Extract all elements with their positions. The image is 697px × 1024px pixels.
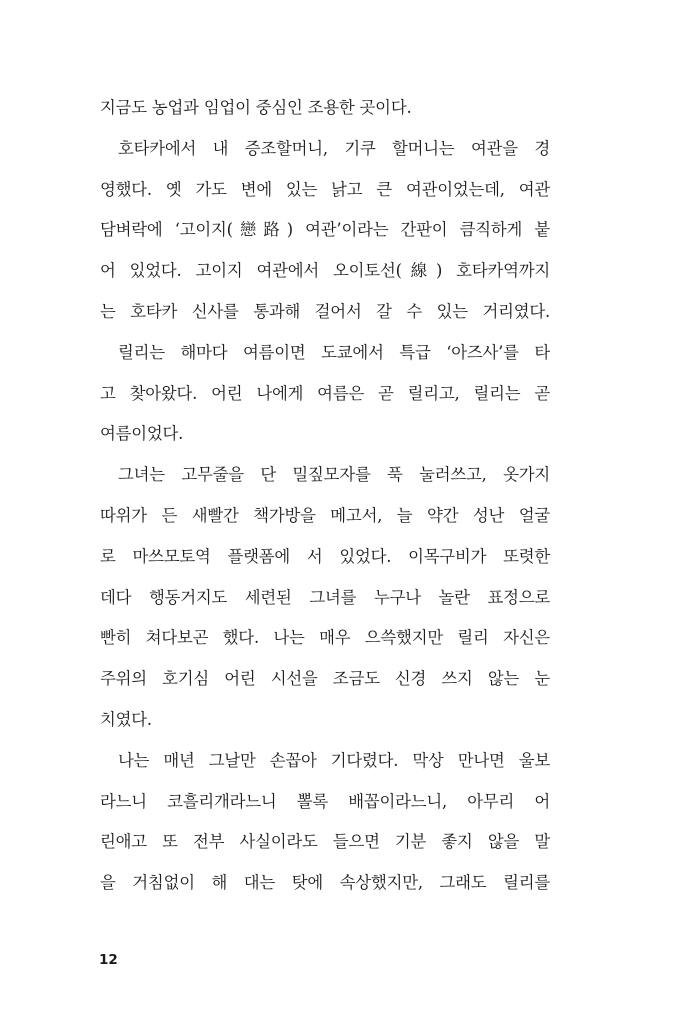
text-line-8: 고 찾아왔다. 어린 나에게 여름은 곧 릴리고, 릴리는 곧 <box>100 383 550 403</box>
text-line-14: 빤히 쳐다보곤 했다. 나는 매우 으쓱했지만 릴리 자신은 <box>100 628 550 648</box>
text-line-7: 릴리는 해마다 여름이면 도쿄에서 특급 ‘아즈사’를 타 <box>118 342 550 362</box>
text-line-20: 을 거침없이 해 대는 탓에 속상했지만, 그래도 릴리를 <box>100 873 550 893</box>
text-line-4: 담벼락에 ‘고이지(戀路) 여관’이라는 간판이 큼직하게 붙 <box>100 220 550 240</box>
text-line-3: 영했다. 옛 가도 변에 있는 낡고 큰 여관이었는데, 여관 <box>100 179 550 199</box>
text-line-11: 따위가 든 새빨간 책가방을 메고서, 늘 약간 성난 얼굴 <box>100 505 550 525</box>
text-line-2: 호타카에서 내 증조할머니, 기쿠 할머니는 여관을 경 <box>118 138 550 158</box>
text-line-17: 나는 매년 그날만 손꼽아 기다렸다. 막상 만나면 울보 <box>118 750 550 770</box>
text-line-19: 린애고 또 전부 사실이라도 들으면 기분 좋지 않을 말 <box>100 832 550 852</box>
text-line-9: 여름이었다. <box>100 424 184 444</box>
text-line-10: 그녀는 고무줄을 단 밀짚모자를 푹 눌러쓰고, 옷가지 <box>118 465 550 485</box>
page-number: 12 <box>99 952 118 968</box>
text-line-15: 주위의 호기심 어린 시선을 조금도 신경 쓰지 않는 눈 <box>100 669 550 689</box>
text-line-12: 로 마쓰모토역 플랫폼에 서 있었다. 이목구비가 또렷한 <box>100 546 550 566</box>
text-line-18: 라느니 코흘리개라느니 뽈록 배꼽이라느니, 아무리 어 <box>100 791 550 811</box>
text-line-16: 치였다. <box>100 709 152 729</box>
text-line-13: 데다 행동거지도 세련된 그녀를 누구나 놀란 표정으로 <box>100 587 550 607</box>
text-line-1: 지금도 농업과 임업이 중심인 조용한 곳이다. <box>100 98 412 117</box>
text-line-6: 는 호타카 신사를 통과해 걸어서 갈 수 있는 거리였다. <box>100 301 550 321</box>
body-text <box>100 88 550 904</box>
text-line-5: 어 있었다. 고이지 여관에서 오이토선(線) 호타카역까지 <box>100 261 550 281</box>
